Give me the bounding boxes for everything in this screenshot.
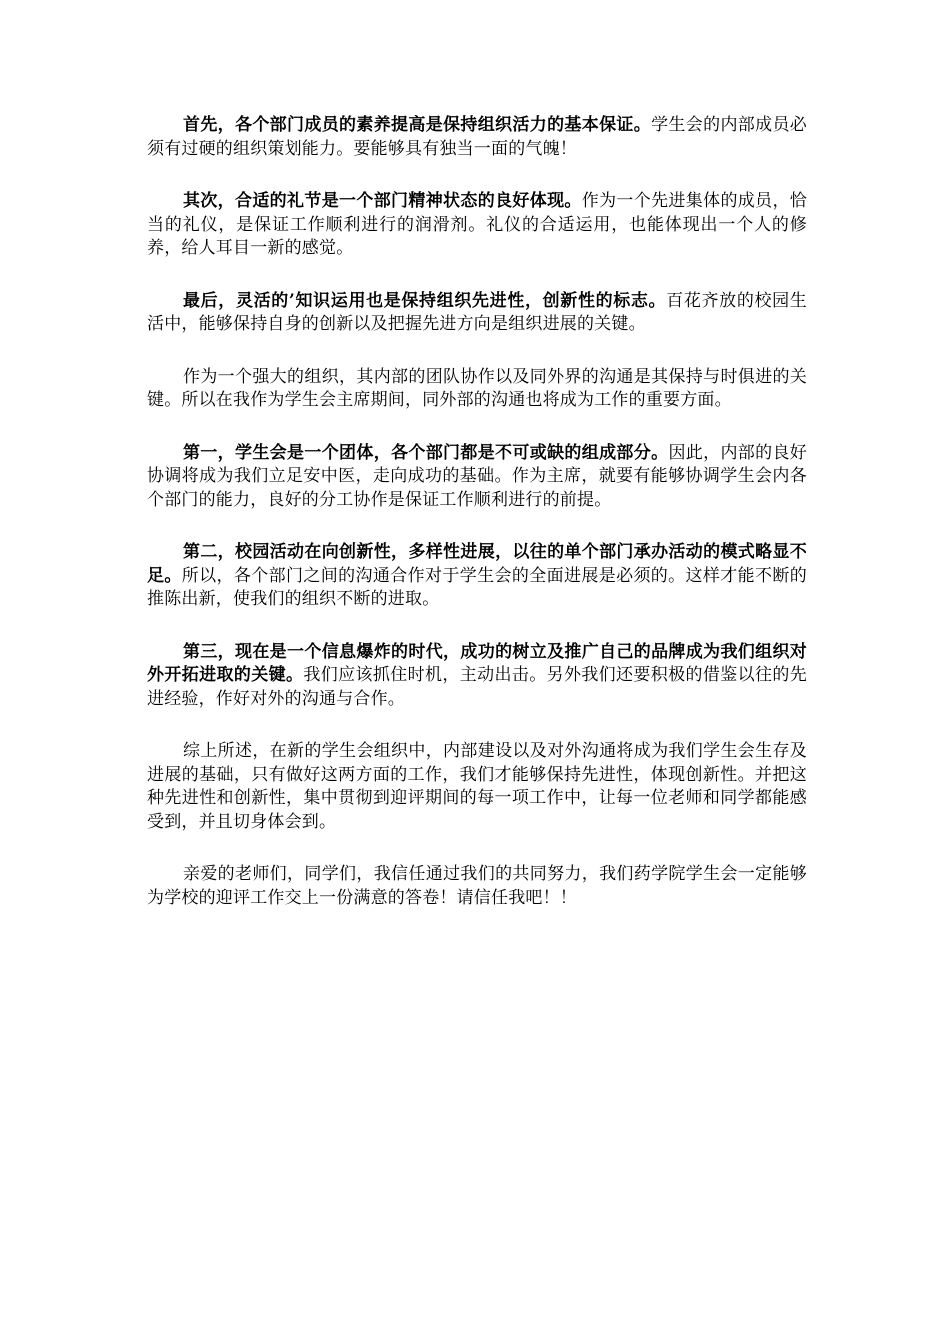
paragraph-6: [147, 541, 807, 612]
paragraph-9-body: 亲爱的老师们，同学们，我信任通过我们的共同努力，我们药学院学生会一定能够为学校的迎评工作交上一份满意的答卷！请信任我吧！！: [147, 864, 807, 908]
paragraph-5: [147, 442, 807, 513]
paragraph-8-body: 综上所述，在新的学生会组织中，内部建设以及对外沟通将成为我们学生会生存及进展的基础，只有做好这两方面的工作，我们才能够保持先进性，体现创新性。并把这种先进性和创新性，集中贯彻到迎评期间的每一项工作中，让每一位老师和同学都能感受到，并且切身体会到。: [147, 741, 807, 832]
paragraph-3-lead: 最后，灵活的’知识运用也是保持组织先进性，创新性的标志。: [183, 290, 667, 311]
paragraph-1: [147, 114, 807, 161]
document-page: [147, 114, 807, 939]
paragraph-1-body: 学生会的内部成员必须有过硬的组织策划能力。要能够具有独当一面的气魄！: [147, 115, 807, 159]
paragraph-9: [147, 863, 807, 910]
paragraph-6-lead: 第二，校园活动在向创新性，多样性进展，以往的单个部门承办活动的模式略显不足。: [147, 542, 807, 586]
paragraph-7-body: 我们应该抓住时机，主动出击。另外我们还要积极的借鉴以往的先进经验，作好对外的沟通与合作。: [147, 665, 807, 709]
paragraph-4-body: 作为一个强大的组织，其内部的团队协作以及同外界的沟通是其保持与时俱进的关键。所以在我作为学生会主席期间，同外部的沟通也将成为工作的重要方面。: [147, 366, 807, 410]
paragraph-5-lead: 第一，学生会是一个团体，各个部门都是不可或缺的组成部分。: [183, 442, 669, 463]
paragraph-2-body: 作为一个先进集体的成员，恰当的礼仪，是保证工作顺利进行的润滑剂。礼仪的合适运用，也能体现出一个人的修养，给人耳目一新的感觉。: [147, 191, 807, 258]
paragraph-2-lead: 其次，合适的礼节是一个部门精神状态的良好体现。: [183, 191, 582, 211]
paragraph-7: [147, 641, 807, 712]
paragraph-1-lead: 首先，各个部门成员的素养提高是保持组织活力的基本保证。: [183, 115, 652, 135]
paragraph-5-body: 因此，内部的良好协调将成为我们立足安中医，走向成功的基础。作为主席，就要有能够协调学生会内各个部门的能力，良好的分工协作是保证工作顺利进行的前提。: [147, 442, 807, 510]
paragraph-2: [147, 190, 807, 261]
paragraph-8: [147, 740, 807, 834]
paragraph-6-body: 所以，各个部门之间的沟通合作对于学生会的全面进展是必须的。这样才能不断的推陈出新，使我们的组织不断的进取。: [147, 565, 807, 609]
paragraph-3-body: 百花齐放的校园生活中，能够保持自身的创新以及把握先进方向是组织进展的关键。: [147, 290, 807, 334]
paragraph-4: [147, 366, 807, 413]
paragraph-7-lead: 第三，现在是一个信息爆炸的时代，成功的树立及推广自己的品牌成为我们组织对外开拓进取的关键。: [147, 641, 807, 685]
paragraph-3: [147, 290, 807, 337]
